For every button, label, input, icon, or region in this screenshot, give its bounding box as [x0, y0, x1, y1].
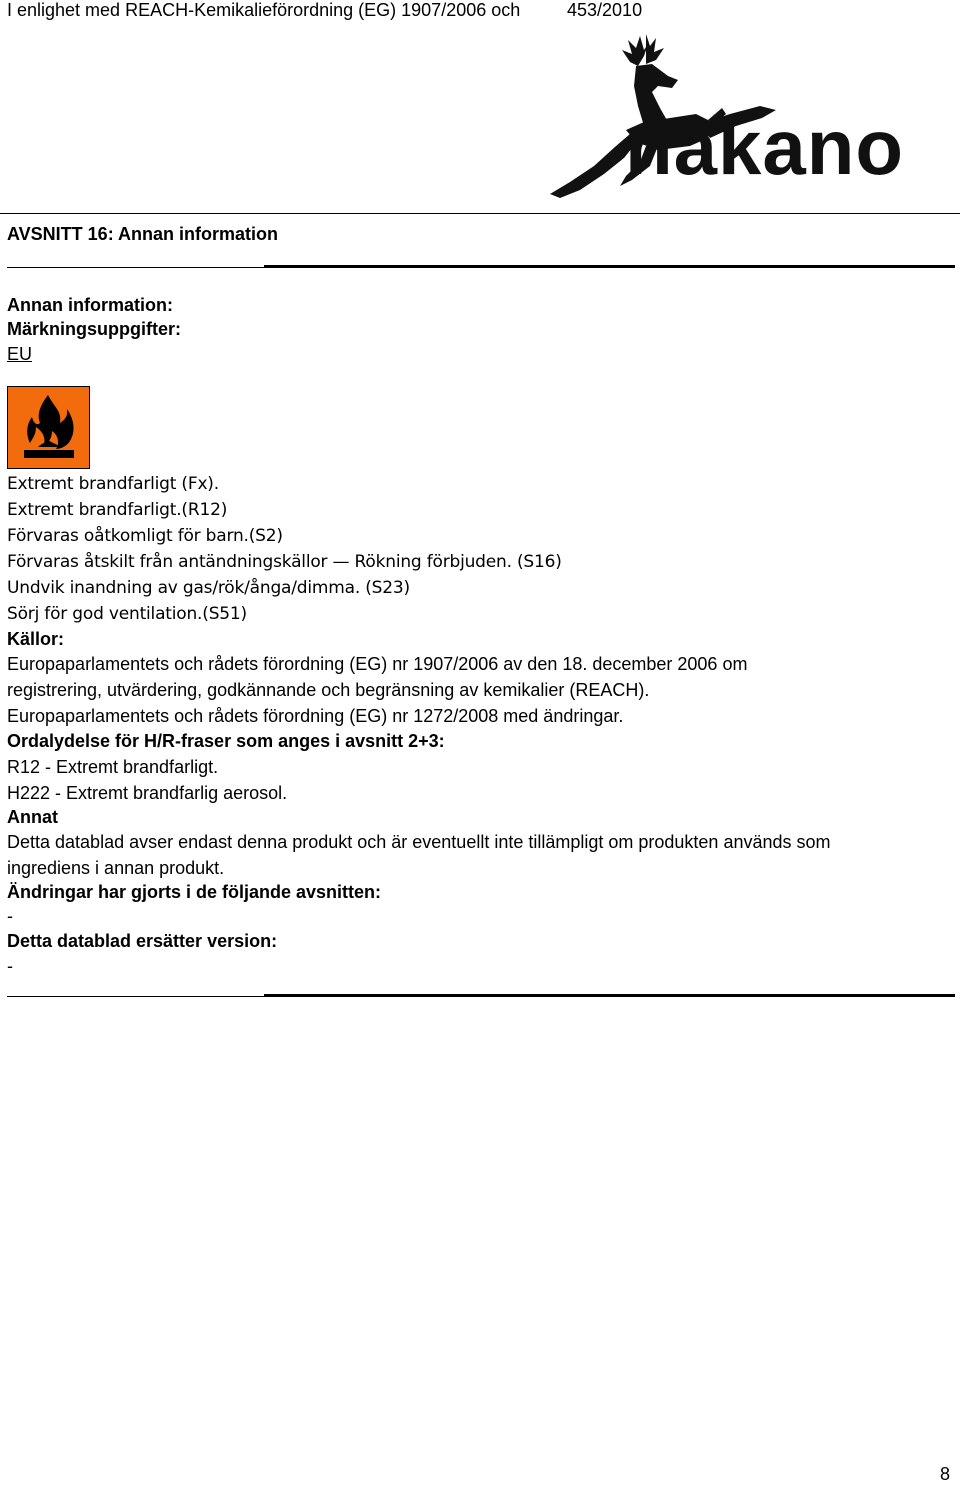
sources-heading: Källor:	[7, 629, 65, 649]
replaces-value: -	[7, 956, 13, 976]
hazard-line: Undvik inandning av gas/rök/ånga/dimma. (S23)	[7, 578, 410, 598]
header-divider	[0, 213, 960, 214]
other-line: Detta datablad avser endast denna produkt och är eventuellt inte tillämpligt om produkten används som	[7, 832, 831, 852]
end-rule-thin	[7, 996, 264, 997]
flame-icon	[8, 387, 89, 468]
phrases-heading: Ordalydelse för H/R-fraser som anges i avsnitt 2+3:	[7, 731, 445, 751]
regulation-text: I enlighet med REACH-Kemikalieförordning (EG) 1907/2006 och	[7, 0, 521, 20]
hazard-line: Extremt brandfarligt (Fx).	[7, 474, 219, 494]
sources-line: Europaparlamentets och rådets förordning (EG) nr 1272/2008 med ändringar.	[7, 706, 624, 726]
sources-line: Europaparlamentets och rådets förordning (EG) nr 1907/2006 av den 18. december 2006 om	[7, 654, 748, 674]
regulation-number: 453/2010	[567, 0, 643, 20]
section-title: AVSNITT 16: Annan information	[7, 224, 279, 244]
hazard-line: Sörj för god ventilation.(S51)	[7, 604, 247, 624]
flammable-hazard-symbol	[7, 386, 90, 469]
replaces-heading: Detta datablad ersätter version:	[7, 931, 278, 951]
end-rule-thick	[264, 994, 955, 997]
company-logo	[540, 30, 955, 210]
section-rule-thin	[7, 267, 264, 268]
page-number: 8	[940, 1464, 951, 1484]
section-rule-thick	[264, 265, 955, 268]
labelling-label: Märkningsuppgifter:	[7, 319, 181, 339]
phrase-item: H222 - Extremt brandfarlig aerosol.	[7, 783, 288, 803]
hazard-line: Extremt brandfarligt.(R12)	[7, 500, 228, 520]
hazard-line: Förvaras oåtkomligt för barn.(S2)	[7, 526, 283, 546]
changes-heading: Ändringar har gjorts i de följande avsnitten:	[7, 882, 382, 902]
other-line: ingrediens i annan produkt.	[7, 858, 225, 878]
other-info-label: Annan information:	[7, 295, 173, 315]
logo-text: nakano	[625, 103, 905, 191]
sources-line: registrering, utvärdering, godkännande och begränsning av kemikalier (REACH).	[7, 680, 650, 700]
hazard-line: Förvaras åtskilt från antändningskällor — Rökning förbjuden. (S16)	[7, 552, 562, 572]
other-heading: Annat	[7, 807, 58, 827]
deer-icon	[540, 30, 955, 210]
phrase-item: R12 - Extremt brandfarligt.	[7, 757, 219, 777]
changes-value: -	[7, 906, 13, 926]
region-label: EU	[7, 344, 33, 364]
